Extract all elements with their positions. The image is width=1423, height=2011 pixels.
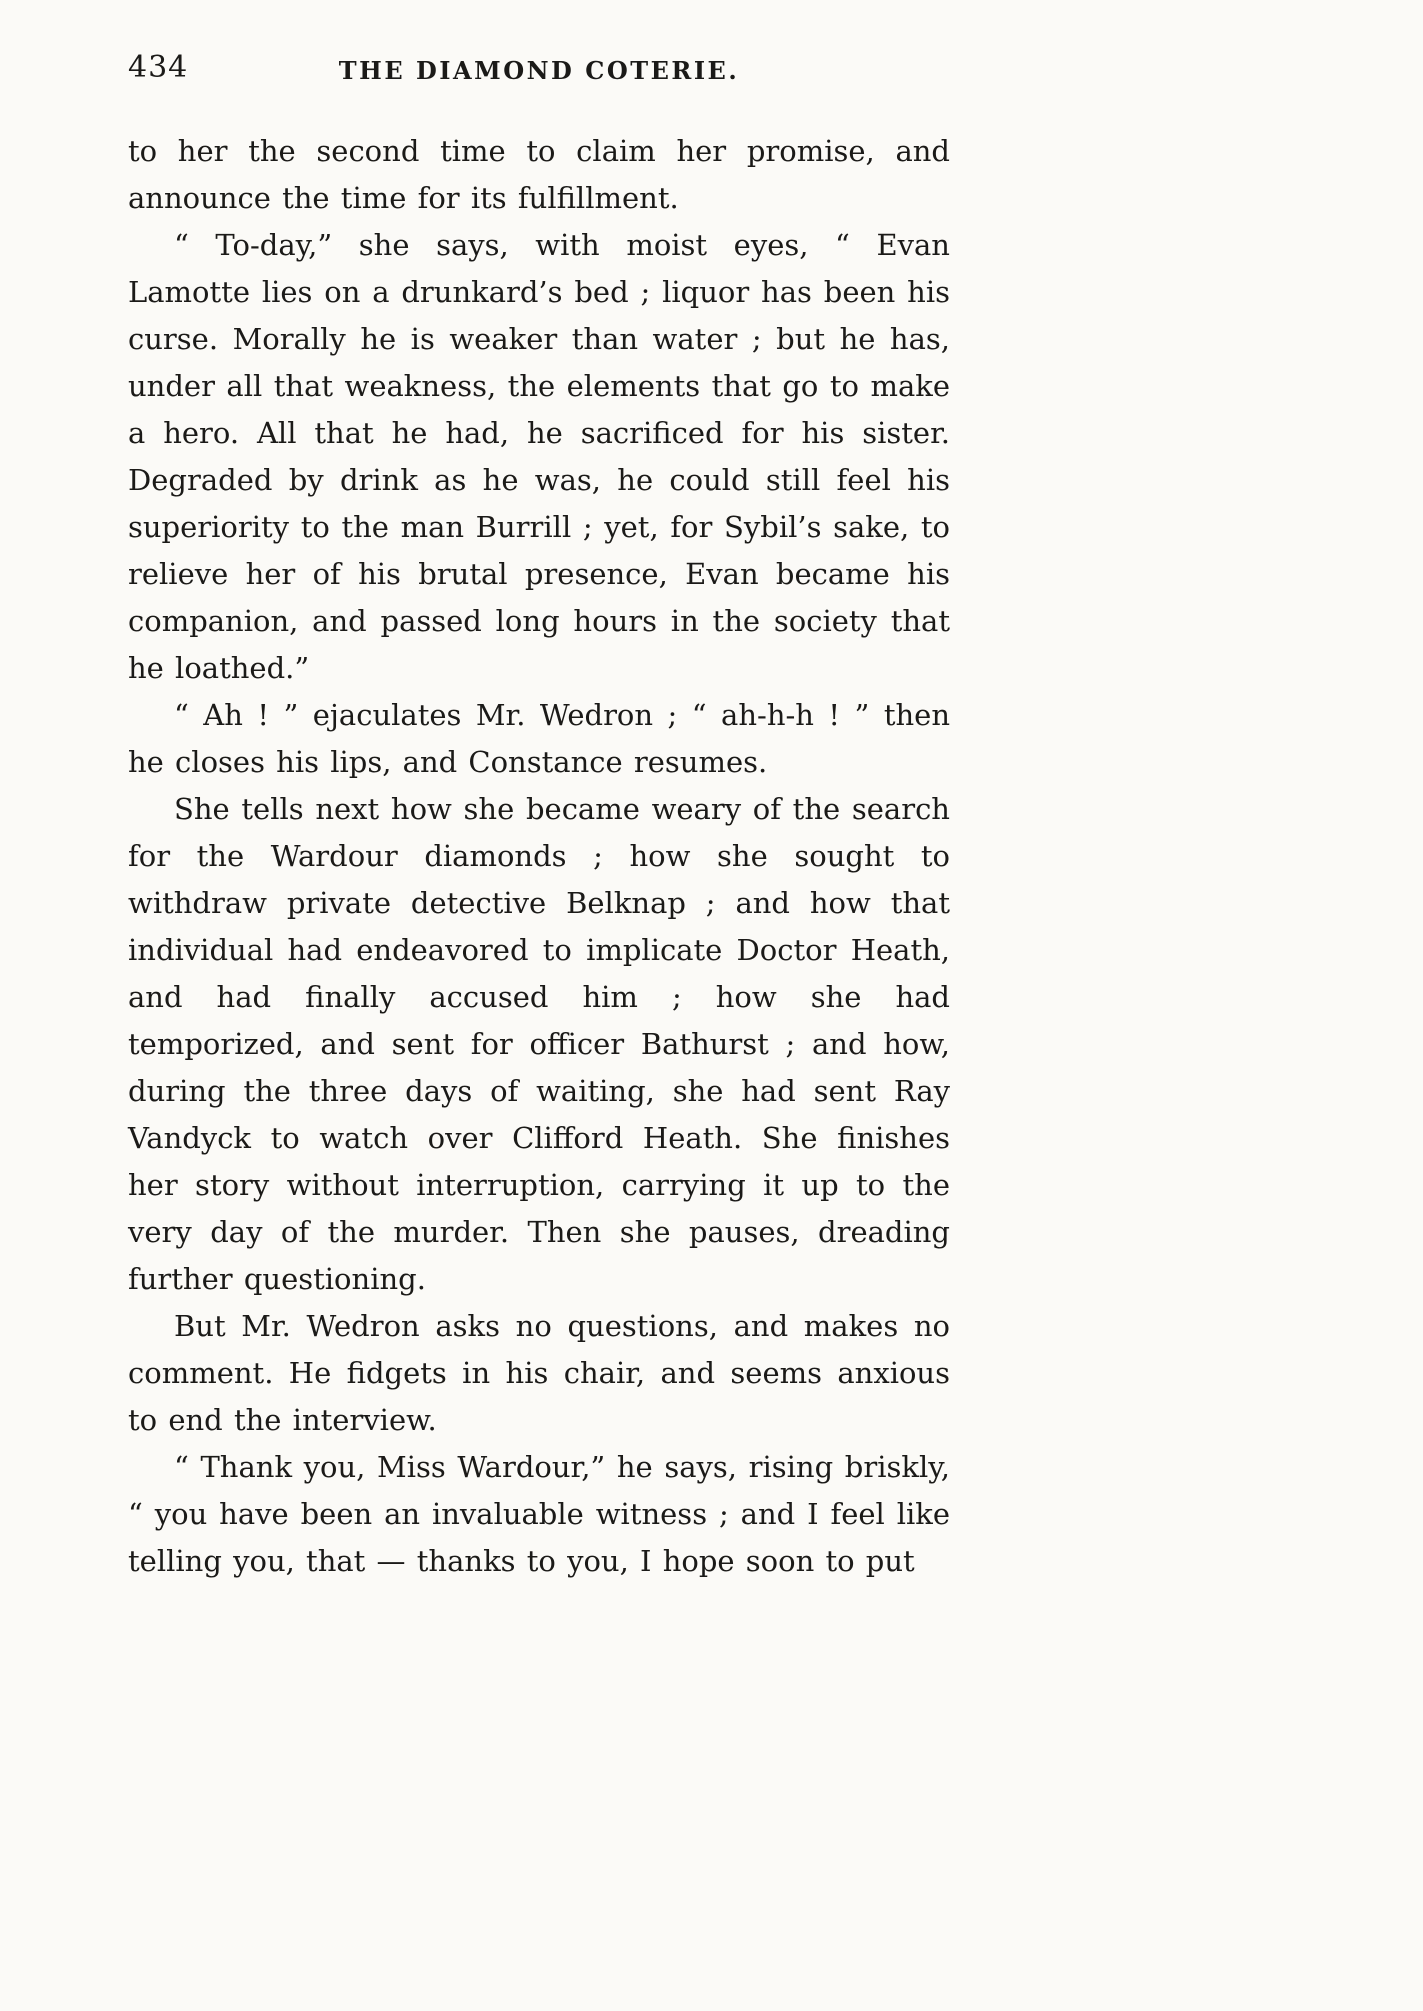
paragraph: to her the second time to claim her promise, and announce the time for its fulfillment. [128, 134, 950, 215]
text-block [128, 50, 950, 1585]
paragraph: “ Ah ! ” ejaculates Mr. Wedron ; “ ah-h-h ! ” then he closes his lips, and Constance resumes. [128, 698, 950, 779]
paragraph: “ Thank you, Miss Wardour,” he says, rising briskly, “ you have been an invaluable witness ; and I feel like telling you, that — thanks to you, I hope soon to put [128, 1450, 950, 1578]
page-number: 434 [128, 50, 189, 85]
running-head [128, 50, 950, 96]
paragraph: “ To-day,” she says, with moist eyes, “ Evan Lamotte lies on a drunkard’s bed ; liquor has been his curse. Morally he is weaker than water ; but he has, under all that weakness, the elements that go to make a hero. All that he had, he sacrificed for his sister. Degraded by drink as he was, he could still feel his superiority to the man Burrill ; yet, for Sybil’s sake, to relieve her of his brutal presence, Evan became his companion, and passed long hours in the society that he loathed.” [128, 228, 950, 685]
paragraph: She tells next how she became weary of the search for the Wardour diamonds ; how she sought to withdraw private detective Belknap ; and how that individual had endeavored to implicate Doctor Heath, and had finally accused him ; how she had temporized, and sent for officer Bathurst ; and how, during the three days of waiting, she had sent Ray Vandyck to watch over Clifford Heath. She finishes her story without interruption, carrying it up to the very day of the murder. Then she pauses, dreading further questioning. [128, 792, 950, 1296]
paragraph: But Mr. Wedron asks no questions, and makes no comment. He fidgets in his chair, and seems anxious to end the interview. [128, 1309, 950, 1437]
running-title: THE DIAMOND COTERIE. [338, 56, 740, 85]
page-body [128, 128, 950, 1585]
